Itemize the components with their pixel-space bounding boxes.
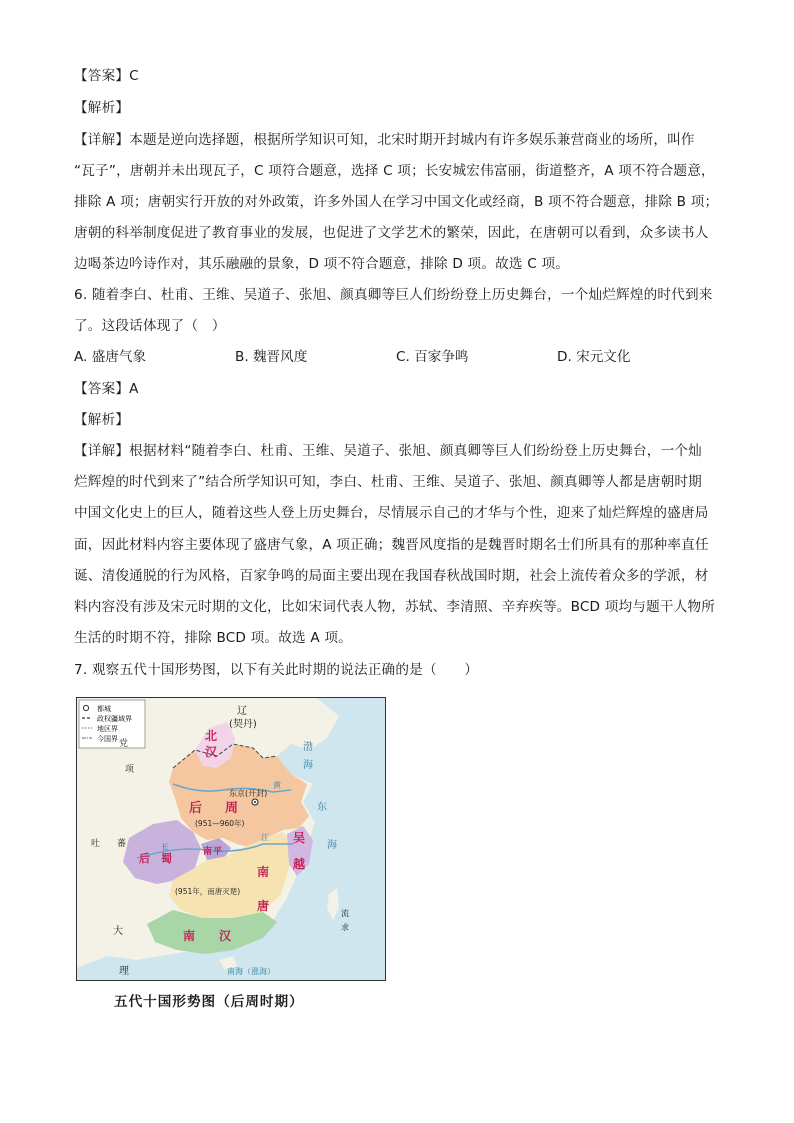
legend-label: 都城 [97, 705, 111, 713]
label-wuyue: 越 [293, 857, 306, 871]
label-nanping: 平 [213, 847, 223, 857]
label-xiang: 项 [125, 765, 135, 775]
label-beihan: 北 [205, 729, 218, 743]
label-east: 东 [317, 802, 327, 813]
q6-detail-line: 面，因此材料内容主要体现了盛唐气象，A 项正确；魏晋风度指的是魏晋时期名士们所具有的那种率直任 [74, 537, 709, 553]
label-yellow-river: 黄 [273, 781, 281, 790]
q6-detail-line: 生活的时期不符，排除 BCD 项。故选 A 项。 [74, 630, 352, 646]
label-fan: 蕃 [117, 839, 127, 849]
label-liu: 流 [341, 909, 349, 918]
q5-detail-line: “瓦子”，唐朝并未出现瓦子，C 项符合题意，选择 C 项；长安城宏伟富丽，街道整齐，A 项不符合题意， [74, 163, 715, 179]
label-nantang: 唐 [257, 899, 270, 913]
q5-analysis-heading: 【解析】 [74, 100, 130, 116]
label-qidan: (契丹) [229, 719, 257, 730]
map-svg [77, 698, 385, 980]
label-da: 大 [113, 926, 123, 937]
label-qiu: 求 [341, 923, 349, 932]
q7-stem: 7. 观察五代十国形势图，以下有关此时期的说法正确的是（ ） [74, 662, 479, 678]
label-nanhan: 南 汉 [183, 929, 232, 943]
kaifeng-capital-dot [254, 801, 256, 803]
q6-detail-line: 诞、清俊通脱的行为风格，百家争鸣的局面主要出现在我国春秋战国时期，社会上流传着众多的学派，材 [74, 568, 709, 584]
q6-option-c: C. 百家争鸣 [396, 349, 469, 365]
label-houshu: 后 蜀 [139, 852, 172, 865]
label-dang: 党 [119, 739, 129, 749]
label-houzhou: 周 [225, 801, 239, 816]
label-li: 理 [119, 966, 129, 977]
label-nantang: 南 [257, 865, 270, 879]
q6-option-a: A. 盛唐气象 [74, 349, 147, 365]
q5-detail-line: 唐朝的科举制度促进了教育事业的发展，也促进了文学艺术的繁荣，因此，在唐朝可以看到，众多读书人 [74, 225, 709, 241]
label-nanhai: 南海（涨海） [227, 967, 275, 976]
q6-option-d: D. 宋元文化 [557, 349, 631, 365]
label-dongjing: 东京(开封) [229, 789, 268, 798]
q6-detail-line: 料内容没有涉及宋元时期的文化，比如宋词代表人物，苏轼、李清照、辛弃疾等。BCD 项均与题干人物所 [74, 599, 716, 615]
label-bo: 渤 [303, 742, 313, 753]
label-chu-note: (951年，南唐灭楚) [175, 887, 241, 896]
legend-label: 地区界 [97, 725, 118, 733]
q6-stem-line: 6. 随着李白、杜甫、王维、吴道子、张旭、颜真卿等巨人们纷纷登上历史舞台，一个灿烂辉煌的时代到来 [74, 287, 713, 303]
label-nanping: 南 [203, 847, 213, 857]
q5-answer: 【答案】C [74, 68, 139, 84]
q6-detail-line: 【详解】根据材料“随着李白、杜甫、王维、吴道子、张旭、颜真卿等巨人们纷纷登上历史舞台，一个灿 [74, 443, 702, 459]
label-houzhou: 后 [189, 801, 203, 816]
five-dynasties-map [76, 697, 386, 981]
q5-detail-line: 边喝茶边吟诗作对，其乐融融的景象，D 项不符合题意，排除 D 项。故选 C 项。 [74, 256, 570, 272]
q6-detail-line: 烂辉煌的时代到来了”结合所学知识可知，李白、杜甫、王维、吴道子、张旭、颜真卿等人都是唐朝时期 [74, 474, 702, 490]
label-jiang: 江 [261, 833, 269, 842]
label-hai: 海 [303, 760, 313, 771]
q6-detail-line: 中国文化史上的巨人，随着这些人登上历史舞台，尽情展示自己的才华与个性，迎来了灿烂辉煌的盛唐局 [74, 505, 709, 521]
label-tu: 吐 [91, 839, 101, 849]
label-houzhou-years: (951—960年) [195, 819, 245, 828]
q5-detail-line: 排除 A 项；唐朝实行开放的对外政策，许多外国人在学习中国文化或经商，B 项不符合题意，排除 B 项； [74, 194, 719, 210]
q6-analysis-heading: 【解析】 [74, 412, 130, 428]
label-liao: 辽 [237, 706, 247, 717]
legend-label: 政权疆域界 [97, 715, 132, 723]
label-east-sea: 海 [327, 840, 337, 851]
q5-detail-line: 【详解】本题是逆向选择题，根据所学知识可知，北宋时期开封城内有许多娱乐兼营商业的场所，叫作 [74, 132, 695, 148]
legend-label: 今国界 [97, 735, 118, 743]
label-beihan: 汉 [205, 745, 218, 759]
label-yangtze: 长 [161, 843, 169, 852]
q6-option-b: B. 魏晋风度 [235, 349, 308, 365]
q6-answer: 【答案】A [74, 381, 139, 397]
label-wuyue: 吴 [293, 831, 306, 845]
map-caption: 五代十国形势图（后周时期） [114, 994, 304, 1010]
q6-stem-line: 了。这段话体现了（ ） [74, 318, 226, 334]
